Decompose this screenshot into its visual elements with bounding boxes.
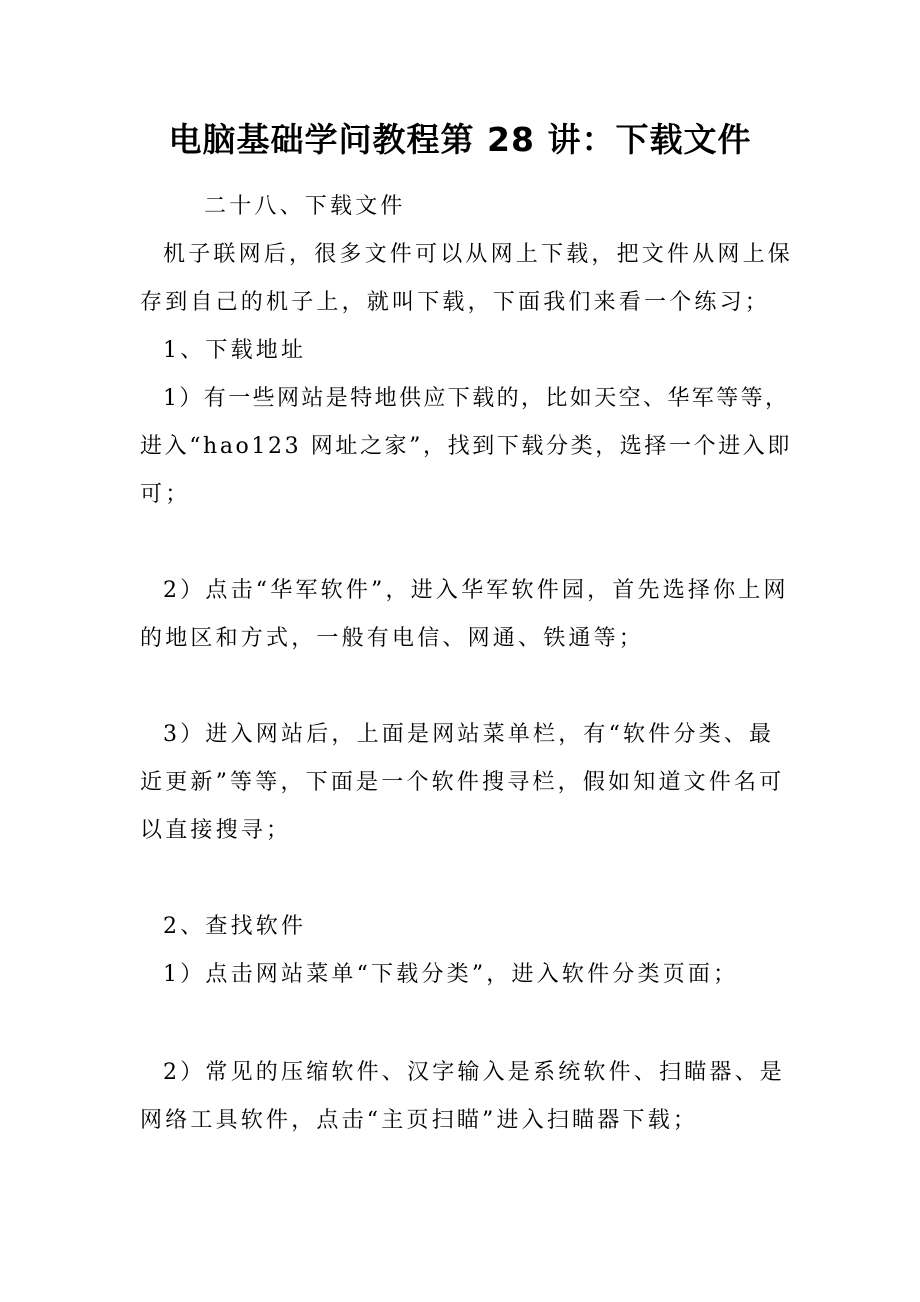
paragraph-line: 可； bbox=[140, 482, 191, 507]
paragraph-line: 1）点击网站菜单“下载分类”，进入软件分类页面； bbox=[163, 962, 739, 987]
subsection-heading: 1、下载地址 bbox=[163, 338, 307, 363]
document-title: 电脑基础学问教程第 28 讲：下载文件 bbox=[168, 120, 752, 159]
paragraph-line: 以直接搜寻； bbox=[140, 818, 292, 843]
section-heading: 二十八、下载文件 bbox=[204, 194, 406, 219]
paragraph-line: 进入“hao123 网址之家”，找到下载分类，选择一个进入即 bbox=[140, 434, 793, 459]
paragraph-line: 2）点击“华军软件”，进入华军软件园，首先选择你上网 bbox=[163, 578, 789, 603]
paragraph-line: 2）常见的压缩软件、汉字输入是系统软件、扫瞄器、是 bbox=[163, 1060, 785, 1085]
paragraph-line: 存到自己的机子上，就叫下载，下面我们来看一个练习； bbox=[140, 290, 771, 315]
paragraph-line: 3）进入网站后，上面是网站菜单栏，有“软件分类、最 bbox=[163, 722, 775, 747]
paragraph-line: 网络工具软件，点击“主页扫瞄”进入扫瞄器下载； bbox=[140, 1108, 699, 1133]
subsection-heading: 2、查找软件 bbox=[163, 914, 307, 939]
paragraph-line: 机子联网后，很多文件可以从网上下载，把文件从网上保 bbox=[163, 242, 794, 267]
paragraph-line: 1）有一些网站是特地供应下载的，比如天空、华军等等， bbox=[163, 386, 790, 411]
paragraph-line: 的地区和方式，一般有电信、网通、铁通等； bbox=[140, 626, 645, 651]
paragraph-line: 近更新”等等，下面是一个软件搜寻栏，假如知道文件名可 bbox=[140, 770, 785, 795]
